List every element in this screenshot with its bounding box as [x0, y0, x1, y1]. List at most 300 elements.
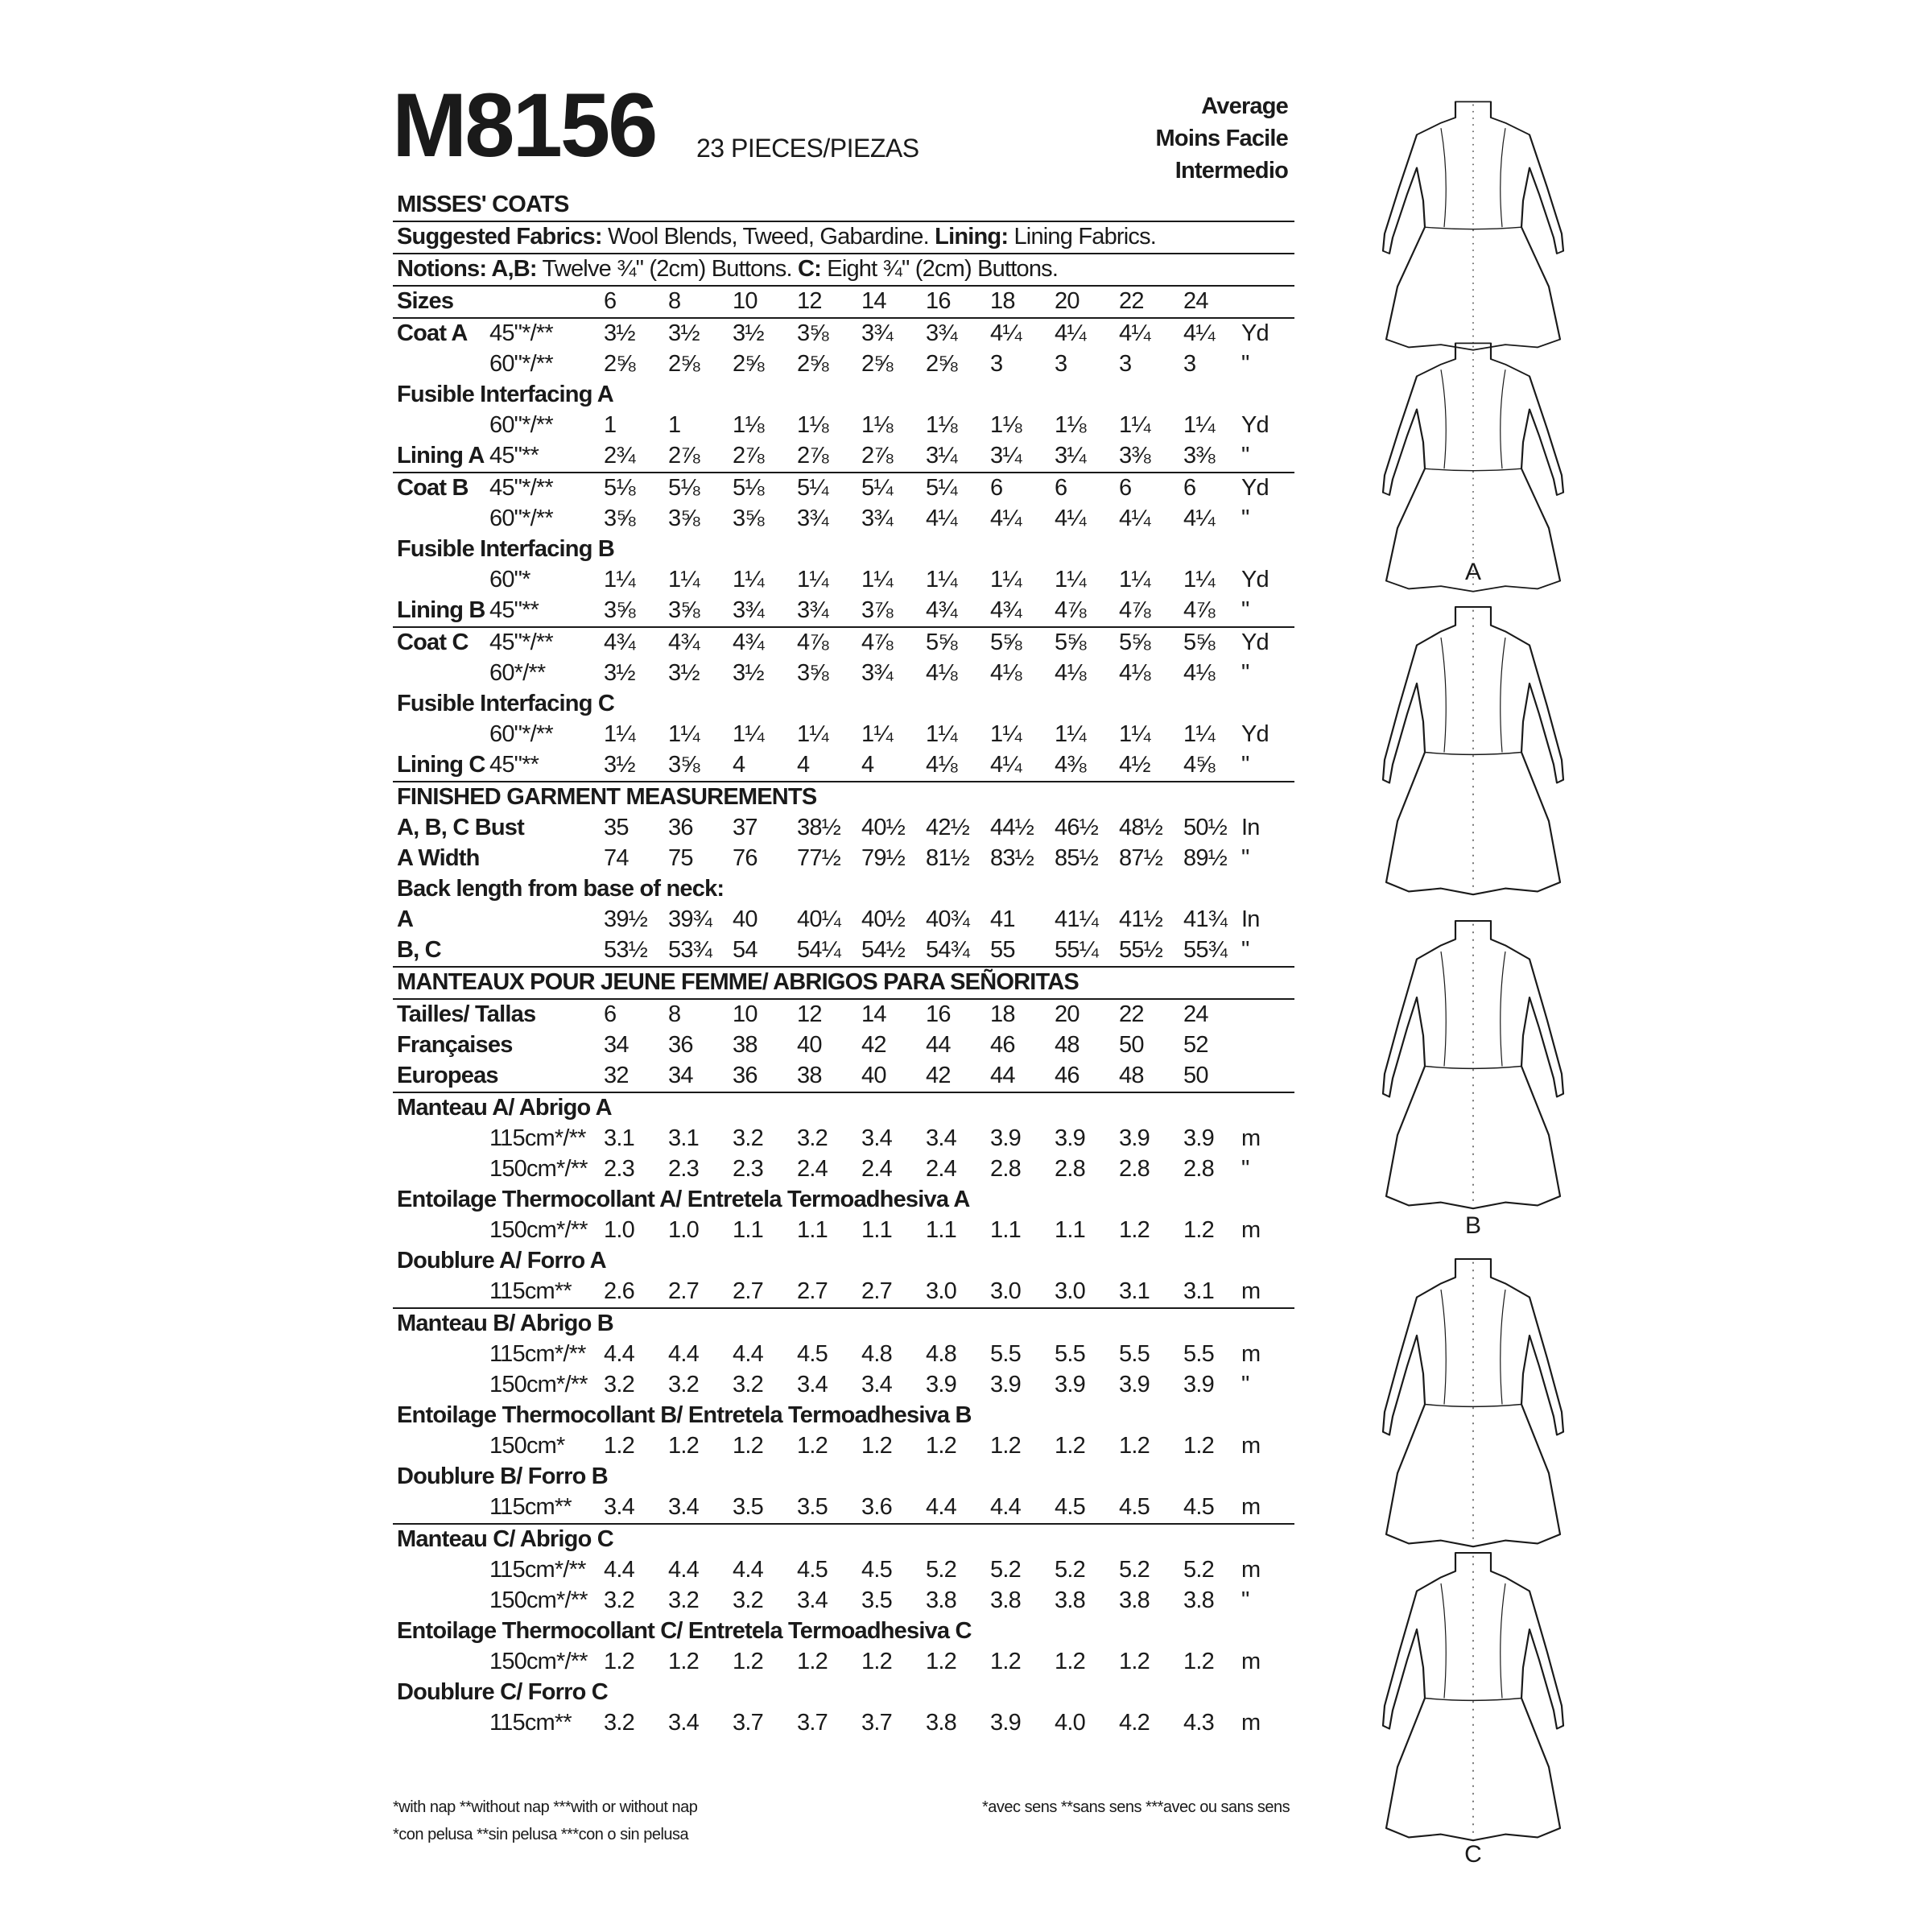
- row-value: 54¾: [926, 937, 970, 963]
- row-value: 4⅞: [1055, 597, 1086, 623]
- row-value: 18: [990, 1001, 1015, 1027]
- row-fabric-width: 115cm*/**: [489, 1557, 586, 1583]
- chart-row: [393, 1061, 1294, 1092]
- chart-row: [393, 689, 1294, 720]
- notions-text-ab: Twelve ¾" (2cm) Buttons.: [542, 256, 792, 282]
- row-value: 4¾: [733, 630, 764, 655]
- row-value: 1¼: [1183, 721, 1215, 747]
- row-value: 3¾: [861, 320, 893, 346]
- row-value: 2.8: [1183, 1156, 1214, 1182]
- chart-row: [393, 565, 1294, 596]
- row-value: 1¼: [861, 721, 893, 747]
- row-unit: ": [1241, 660, 1249, 686]
- row-value: 2.7: [733, 1278, 763, 1304]
- footnotes-left: [393, 1794, 697, 1848]
- row-value: 44: [990, 1063, 1015, 1088]
- row-value: 4¼: [926, 506, 957, 531]
- row-value: 12: [797, 1001, 822, 1027]
- chart-row: [393, 1370, 1294, 1401]
- row-value: 6: [1119, 475, 1132, 501]
- row-value: 1.2: [668, 1433, 699, 1459]
- row-fabric-width: 60*/**: [489, 660, 546, 686]
- row-value: 3.8: [926, 1710, 956, 1736]
- chart-row: [393, 1678, 1294, 1708]
- row-value: 5⅝: [990, 630, 1022, 655]
- row-value: 5⅝: [1055, 630, 1086, 655]
- row-value: 4.4: [604, 1557, 634, 1583]
- row-label: Manteau C/ Abrigo C: [397, 1526, 613, 1552]
- row-value: 3½: [604, 320, 635, 346]
- row-value: 83½: [990, 845, 1034, 871]
- row-value: 3½: [733, 320, 764, 346]
- chart-row: [393, 1340, 1294, 1370]
- row-value: 3.1: [604, 1125, 634, 1151]
- row-value: 2.8: [1055, 1156, 1085, 1182]
- row-fabric-width: 60"*: [489, 567, 530, 592]
- row-value: 1.0: [604, 1217, 634, 1243]
- row-value: 5.2: [990, 1557, 1021, 1583]
- row-label: Doublure A/ Forro A: [397, 1248, 606, 1274]
- footnote-spanish: *con pelusa **sin pelusa ***con o sin pelusa: [393, 1826, 689, 1843]
- row-value: 4⅛: [926, 752, 957, 778]
- row-value: 1¼: [926, 721, 957, 747]
- row-value: 40¼: [797, 906, 841, 932]
- row-value: 4¼: [1183, 320, 1215, 346]
- lining-text: Lining Fabrics.: [1013, 224, 1157, 250]
- row-value: 3.9: [1055, 1372, 1085, 1397]
- row-value: 12: [797, 288, 822, 314]
- row-value: 4⅞: [1119, 597, 1150, 623]
- row-label: Europeas: [397, 1063, 498, 1088]
- row-value: 1¼: [797, 567, 828, 592]
- row-value: 1¼: [990, 721, 1022, 747]
- row-value: 18: [990, 288, 1015, 314]
- row-fabric-width: 150cm*/**: [489, 1372, 588, 1397]
- row-value: 2⅞: [733, 443, 764, 469]
- row-value: 3.9: [1183, 1125, 1214, 1151]
- row-fabric-width: 150cm*/**: [489, 1649, 588, 1674]
- row-value: 4¼: [1055, 320, 1086, 346]
- row-value: 3.2: [604, 1587, 634, 1613]
- row-value: 3⅝: [668, 597, 700, 623]
- chart-row: [393, 750, 1294, 781]
- row-fabric-width: 150cm*/**: [489, 1587, 588, 1613]
- row-unit: Yd: [1241, 721, 1269, 747]
- row-unit: ": [1241, 597, 1249, 623]
- row-unit: Yd: [1241, 475, 1269, 501]
- row-value: 3¾: [797, 506, 828, 531]
- row-value: 1.2: [990, 1649, 1021, 1674]
- row-value: 42½: [926, 815, 970, 840]
- chart-row: [393, 1492, 1294, 1523]
- row-value: 1.2: [604, 1649, 634, 1674]
- row-value: 3⅝: [604, 506, 635, 531]
- row-value: 4⅛: [1183, 660, 1215, 686]
- row-value: 1.2: [861, 1433, 892, 1459]
- row-unit: m: [1241, 1278, 1261, 1304]
- row-value: 75: [668, 845, 693, 871]
- row-value: 4.2: [1119, 1710, 1150, 1736]
- notions-line: [397, 256, 1058, 283]
- row-unit: m: [1241, 1217, 1261, 1243]
- pieces-count: 23 PIECES/PIEZAS: [696, 134, 919, 163]
- chart-row: [393, 441, 1294, 472]
- chart-row: [393, 317, 1294, 349]
- row-value: 6: [990, 475, 1003, 501]
- row-unit: Yd: [1241, 412, 1269, 438]
- row-value: 1⅛: [926, 412, 957, 438]
- row-value: 24: [1183, 288, 1208, 314]
- row-value: 2.4: [797, 1156, 828, 1182]
- chart-row: [393, 596, 1294, 626]
- row-value: 1¼: [1055, 567, 1086, 592]
- row-fabric-width: 60"*/**: [489, 351, 553, 377]
- row-value: 3.4: [926, 1125, 956, 1151]
- row-value: 1.1: [861, 1217, 892, 1243]
- row-value: 4: [733, 752, 745, 778]
- row-unit: ": [1241, 351, 1249, 377]
- notions-row: [393, 253, 1294, 285]
- row-unit: m: [1241, 1125, 1261, 1151]
- row-label: A: [397, 906, 414, 932]
- row-label: Coat C: [397, 630, 469, 655]
- row-unit: ": [1241, 845, 1249, 871]
- row-value: 38½: [797, 815, 841, 840]
- notions-text-c: Eight ¾" (2cm) Buttons.: [827, 256, 1059, 282]
- row-value: 2.3: [668, 1156, 699, 1182]
- chart-row: [393, 1185, 1294, 1216]
- row-value: 3.9: [1055, 1125, 1085, 1151]
- row-value: 3¾: [797, 597, 828, 623]
- row-value: 1.1: [926, 1217, 956, 1243]
- row-value: 89½: [1183, 845, 1228, 871]
- row-value: 1.2: [733, 1649, 763, 1674]
- row-value: 36: [733, 1063, 758, 1088]
- row-value: 1¼: [926, 567, 957, 592]
- row-value: 3.9: [990, 1710, 1021, 1736]
- row-value: 40¾: [926, 906, 970, 932]
- row-value: 3⅞: [861, 597, 893, 623]
- row-value: 2.4: [861, 1156, 892, 1182]
- row-value: 5⅝: [926, 630, 957, 655]
- row-value: 6: [604, 288, 617, 314]
- row-value: 5⅝: [1183, 630, 1215, 655]
- row-value: 3¼: [1055, 443, 1086, 469]
- row-label: Lining C: [397, 752, 485, 778]
- row-value: 4.3: [1183, 1710, 1214, 1736]
- row-value: 55: [990, 937, 1015, 963]
- row-value: 2.7: [861, 1278, 892, 1304]
- chart-row: [393, 626, 1294, 658]
- row-value: 3.6: [861, 1494, 892, 1520]
- view-a-back-drawing: [1383, 343, 1563, 591]
- row-label: Doublure C/ Forro C: [397, 1679, 608, 1705]
- row-value: 3.0: [926, 1278, 956, 1304]
- row-value: 4.5: [797, 1341, 828, 1367]
- row-value: 1⅛: [733, 412, 764, 438]
- row-value: 1¼: [604, 567, 635, 592]
- fabrics-row: [393, 221, 1294, 253]
- row-value: 4⅞: [861, 630, 893, 655]
- row-value: 2.8: [1119, 1156, 1150, 1182]
- chart-row: [393, 349, 1294, 380]
- row-value: 3¾: [926, 320, 957, 346]
- row-value: 22: [1119, 288, 1144, 314]
- view-b-front-drawing: [1383, 607, 1563, 894]
- row-label: Entoilage Thermocollant A/ Entretela Termoadhesiva A: [397, 1187, 970, 1212]
- row-value: 39¾: [668, 906, 712, 932]
- row-value: 1.1: [990, 1217, 1021, 1243]
- row-value: 81½: [926, 845, 970, 871]
- row-value: 5.2: [926, 1557, 956, 1583]
- row-value: 3.4: [604, 1494, 634, 1520]
- row-value: 22: [1119, 1001, 1144, 1027]
- row-label: Manteau A/ Abrigo A: [397, 1095, 612, 1121]
- row-value: 1.2: [1055, 1649, 1085, 1674]
- row-value: 4½: [1119, 752, 1150, 778]
- row-label: Lining A: [397, 443, 485, 469]
- row-label: Entoilage Thermocollant C/ Entretela Termoadhesiva C: [397, 1618, 972, 1644]
- chart-row: [393, 1246, 1294, 1277]
- row-value: 3¾: [733, 597, 764, 623]
- chart-title-row: [393, 190, 1294, 221]
- chart-row: [393, 935, 1294, 966]
- row-value: 5.5: [1183, 1341, 1214, 1367]
- row-value: 1¼: [604, 721, 635, 747]
- row-value: 4⅛: [926, 660, 957, 686]
- row-value: 4¼: [990, 752, 1022, 778]
- difficulty-english: Average: [1201, 93, 1288, 119]
- row-value: 16: [926, 1001, 951, 1027]
- row-fabric-width: 45"*/**: [489, 320, 553, 346]
- row-unit: In: [1241, 906, 1260, 932]
- row-value: 1¼: [1055, 721, 1086, 747]
- row-value: 1¼: [1119, 412, 1150, 438]
- chart-row: [393, 813, 1294, 844]
- row-fabric-width: 60"*/**: [489, 506, 553, 531]
- row-label: Lining B: [397, 597, 485, 623]
- row-value: 1.2: [1119, 1433, 1150, 1459]
- chart-row: [393, 1647, 1294, 1678]
- row-value: 1¼: [1183, 412, 1215, 438]
- row-value: 1.2: [861, 1649, 892, 1674]
- row-fabric-width: 60"*/**: [489, 721, 553, 747]
- chart-row: [393, 1092, 1294, 1124]
- row-value: 52: [1183, 1032, 1208, 1058]
- row-value: 4⅛: [990, 660, 1022, 686]
- chart-row: [393, 1523, 1294, 1555]
- row-value: 74: [604, 845, 629, 871]
- row-value: 14: [861, 1001, 886, 1027]
- row-value: 2⅝: [861, 351, 893, 377]
- row-value: 6: [604, 1001, 617, 1027]
- row-label: A, B, C Bust: [397, 815, 524, 840]
- row-value: 3.0: [1055, 1278, 1085, 1304]
- row-unit: ": [1241, 1372, 1249, 1397]
- row-value: 3.9: [926, 1372, 956, 1397]
- row-fabric-width: 150cm*/**: [489, 1217, 588, 1243]
- row-value: 2.7: [668, 1278, 699, 1304]
- row-value: 6: [1183, 475, 1196, 501]
- row-value: 1.2: [797, 1433, 828, 1459]
- fabrics-text: Wool Blends, Tweed, Gabardine.: [607, 224, 929, 250]
- row-value: 50: [1119, 1032, 1144, 1058]
- row-value: 1.1: [1055, 1217, 1085, 1243]
- row-value: 1.2: [733, 1433, 763, 1459]
- row-value: 1.2: [1119, 1649, 1150, 1674]
- row-unit: m: [1241, 1433, 1261, 1459]
- chart-row: [393, 966, 1294, 998]
- row-value: 35: [604, 815, 629, 840]
- row-value: 3.5: [797, 1494, 828, 1520]
- row-value: 2.8: [990, 1156, 1021, 1182]
- row-value: 4.5: [1055, 1494, 1085, 1520]
- row-value: 3¼: [926, 443, 957, 469]
- row-value: 1¼: [733, 721, 764, 747]
- row-value: 6: [1055, 475, 1067, 501]
- row-value: 1⅛: [861, 412, 893, 438]
- row-value: 38: [797, 1063, 822, 1088]
- row-value: 3⅝: [668, 506, 700, 531]
- chart-row: [393, 658, 1294, 689]
- row-fabric-width: 115cm**: [489, 1278, 572, 1304]
- row-unit: ": [1241, 937, 1249, 963]
- row-fabric-width: 150cm*: [489, 1433, 565, 1459]
- row-value: 3: [990, 351, 1003, 377]
- row-value: 4⅞: [1183, 597, 1215, 623]
- row-value: 1.2: [604, 1433, 634, 1459]
- row-value: 16: [926, 288, 951, 314]
- chart-row: [393, 1586, 1294, 1616]
- row-value: 4¾: [668, 630, 700, 655]
- chart-row: [393, 1216, 1294, 1246]
- row-value: 1.2: [990, 1433, 1021, 1459]
- row-value: 1.2: [668, 1649, 699, 1674]
- footnotes-right: [982, 1794, 1290, 1821]
- row-value: 41¼: [1055, 906, 1099, 932]
- chart-row: [393, 1401, 1294, 1431]
- row-value: 34: [604, 1032, 629, 1058]
- row-value: 3.2: [733, 1587, 763, 1613]
- row-value: 5¼: [797, 475, 828, 501]
- row-value: 3.8: [1055, 1587, 1085, 1613]
- row-value: 3.7: [797, 1710, 828, 1736]
- row-value: 5⅛: [604, 475, 635, 501]
- row-value: 4.4: [668, 1341, 699, 1367]
- row-value: 3⅜: [1119, 443, 1150, 469]
- row-value: 1.2: [926, 1649, 956, 1674]
- difficulty-french: Moins Facile: [1155, 126, 1288, 151]
- chart-row: [393, 285, 1294, 317]
- row-value: 4¼: [990, 506, 1022, 531]
- row-value: 4¼: [1055, 506, 1086, 531]
- row-value: 55¼: [1055, 937, 1099, 963]
- row-value: 5.5: [1055, 1341, 1085, 1367]
- row-value: 42: [861, 1032, 886, 1058]
- row-value: 1: [604, 412, 617, 438]
- view-b-label: B: [1464, 1212, 1482, 1239]
- row-value: 4⅞: [797, 630, 828, 655]
- view-c-back-drawing: [1383, 1553, 1563, 1840]
- row-label: FINISHED GARMENT MEASUREMENTS: [397, 784, 817, 810]
- row-unit: ": [1241, 1587, 1249, 1613]
- row-value: 4¾: [926, 597, 957, 623]
- row-value: 4.4: [733, 1341, 763, 1367]
- row-label: Françaises: [397, 1032, 513, 1058]
- row-value: 4.8: [861, 1341, 892, 1367]
- row-value: 4¼: [990, 320, 1022, 346]
- row-unit: Yd: [1241, 320, 1269, 346]
- row-fabric-width: 45"**: [489, 597, 539, 623]
- row-value: 3½: [668, 320, 700, 346]
- row-value: 5.2: [1119, 1557, 1150, 1583]
- row-label: Tailles/ Tallas: [397, 1001, 536, 1027]
- row-unit: In: [1241, 815, 1260, 840]
- row-value: 4¼: [1183, 506, 1215, 531]
- row-value: 3⅝: [797, 660, 828, 686]
- row-value: 5.5: [1119, 1341, 1150, 1367]
- row-value: 1: [668, 412, 681, 438]
- row-value: 10: [733, 1001, 758, 1027]
- row-value: 3.2: [668, 1587, 699, 1613]
- row-label: Fusible Interfacing C: [397, 691, 615, 716]
- row-value: 32: [604, 1063, 629, 1088]
- row-value: 77½: [797, 845, 841, 871]
- row-value: 42: [926, 1063, 951, 1088]
- row-value: 4⅜: [1055, 752, 1086, 778]
- row-unit: ": [1241, 752, 1249, 778]
- row-value: 2¾: [604, 443, 635, 469]
- row-value: 4.4: [604, 1341, 634, 1367]
- row-value: 1¼: [668, 721, 700, 747]
- lining-label: Lining:: [935, 224, 1009, 250]
- row-value: 46½: [1055, 815, 1099, 840]
- view-a-label: A: [1464, 559, 1482, 585]
- row-value: 3⅝: [668, 752, 700, 778]
- row-value: 3½: [668, 660, 700, 686]
- notions-label: Notions: A,B:: [397, 256, 537, 282]
- row-fabric-width: 45"**: [489, 752, 539, 778]
- chart-row: [393, 1462, 1294, 1492]
- row-value: 1¼: [1119, 567, 1150, 592]
- chart-row: [393, 844, 1294, 874]
- view-c-front-drawing: [1383, 1259, 1563, 1546]
- row-value: 76: [733, 845, 758, 871]
- view-a-front-drawing: [1383, 101, 1563, 349]
- row-value: 1¼: [1183, 567, 1215, 592]
- row-value: 3.9: [990, 1125, 1021, 1151]
- chart-row: [393, 998, 1294, 1030]
- row-value: 1¼: [668, 567, 700, 592]
- row-value: 5.2: [1183, 1557, 1214, 1583]
- row-label: Back length from base of neck:: [397, 876, 724, 902]
- row-unit: ": [1241, 506, 1249, 531]
- row-value: 3.5: [733, 1494, 763, 1520]
- row-value: 3.9: [990, 1372, 1021, 1397]
- row-value: 3.8: [926, 1587, 956, 1613]
- row-value: 4¼: [1119, 320, 1150, 346]
- fabrics-label: Suggested Fabrics:: [397, 224, 602, 250]
- row-value: 3½: [604, 752, 635, 778]
- row-value: 40: [861, 1063, 886, 1088]
- row-value: 1¼: [1119, 721, 1150, 747]
- row-value: 1.1: [733, 1217, 763, 1243]
- row-value: 3.8: [990, 1587, 1021, 1613]
- chart-row: [393, 380, 1294, 411]
- row-value: 20: [1055, 1001, 1080, 1027]
- row-value: 4.5: [797, 1557, 828, 1583]
- row-value: 3.4: [861, 1372, 892, 1397]
